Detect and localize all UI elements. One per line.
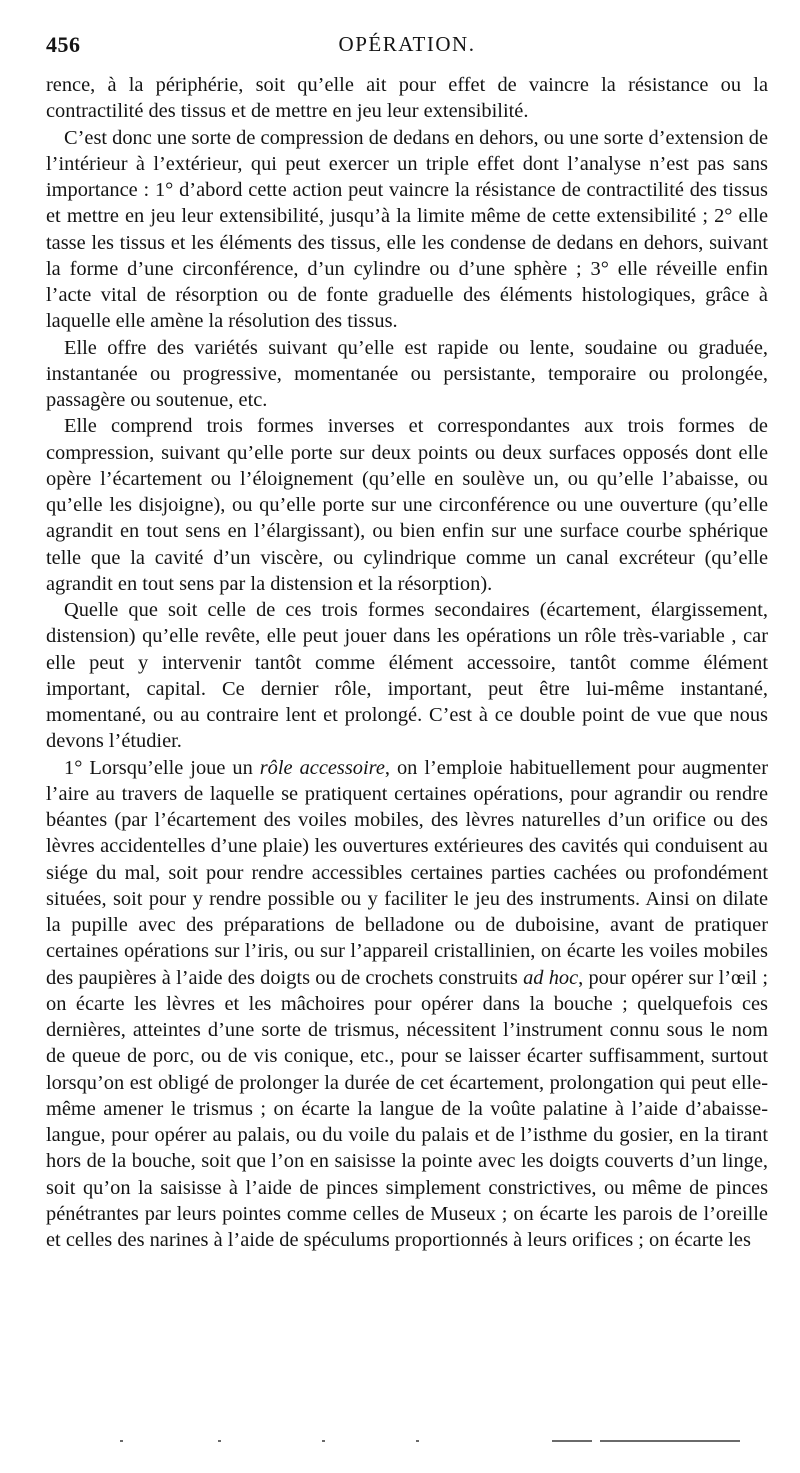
- text-segment: , on l’emploie habituellement pour augmenter l’aire au travers de laquelle se pratiquent certaines opérations, pour agrandir ou rendre béantes (par l’écartement des voiles mobiles, des lèvres naturelles d’un orifice ou des lèvres accidentelles d’une plaie) les ouvertures extérieures des cavités qui conduisent au siége du mal, soit pour rendre accessibles certaines parties cachées ou profondément situées, soit pour y rendre possible ou y faciliter le jeu des instruments. Ainsi on dilate la pupille avec des préparations de belladone ou de duboisine, avant de pratiquer certaines opérations sur l’iris, ou sur l’appareil cristallinien, on écarte les voiles mobiles des paupières à l’aide des doigts ou de crochets construits: [46, 756, 769, 989]
- paragraph-2: [46, 125, 768, 335]
- text-segment: Quelle que soit celle de ces trois formes secondaires (écartement, élargissement, distension) qu’elle revête, elle peut jouer dans les opérations un rôle très-variable , car elle peut y intervenir tantôt comme élément accessoire, tantôt comme élément important, capital. Ce dernier rôle, important, peut être lui-même instantané, momentané, ou au contraire lent et prolongé. C’est à ce double point de vue que nous devons l’étudier.: [46, 599, 768, 753]
- paragraph-6: [46, 755, 768, 1254]
- text-segment: , pour opérer sur l’œil ; on écarte les lèvres et les mâchoires pour opérer dans la bouche ; quelquefois ces dernières, atteintes d’une sorte de trismus, nécessitent l’instrument connu sous le nom de queue de porc, ou de vis conique, etc., pour se laisser écarter suffisamment, surtout lorsqu’on est obligé de prolonger la durée de cet écartement, prolongation qui peut elle-même amener le trismus ; on écarte la langue de la voûte palatine à l’aide d’abaisse-langue, pour opérer au palais, ou du voile du palais et de l’isthme du gosier, en la tirant hors de la bouche, soit que l’on en saisisse la pointe avec les doigts couverts d’un linge, soit qu’on la saisisse à l’aide de pinces simplement constrictives, ou même de pinces pénétrantes par leurs pointes comme celles de Museux ; on écarte les parois de l’oreille et celles des narines à l’aide de spéculums proportionnés à leurs orifices ; on écarte les: [46, 966, 768, 1251]
- text-segment: 1° Lorsqu’elle joue un: [64, 756, 260, 779]
- page-number: 456: [46, 32, 81, 57]
- page-header: [46, 32, 768, 62]
- italic-text: rôle accessoire: [259, 756, 385, 779]
- paragraph-1: [46, 72, 768, 125]
- paragraph-4: [46, 413, 768, 597]
- italic-text: ad hoc: [523, 966, 579, 989]
- text-segment: Elle offre des variétés suivant qu’elle est rapide ou lente, soudaine ou graduée, instantanée ou progressive, momentanée ou persistante, temporaire ou prolongée, passagère ou soutenue, etc.: [46, 336, 768, 411]
- running-title: OPÉRATION.: [338, 32, 476, 56]
- text-segment: rence, à la périphérie, soit qu’elle ait pour effet de vaincre la résistance ou la contractilité des tissus et de mettre en jeu leur extensibilité.: [46, 74, 768, 123]
- paragraph-3: [46, 335, 768, 414]
- page-bottom-speckles: [120, 1440, 760, 1446]
- text-segment: Elle comprend trois formes inverses et correspondantes aux trois formes de compression, suivant qu’elle porte sur deux points ou deux surfaces opposés dont elle opère l’écartement ou l’éloignement (qu’elle en soulève un, ou qu’elle l’abaisse, ou qu’elle les disjoigne), ou qu’elle porte sur une circonférence ou une ouverture (qu’elle agrandit en tout sens en l’élargissant), ou bien enfin sur une surface courbe sphérique telle que la cavité d’un viscère, ou cylindrique comme un canal excréteur (qu’elle agrandit en tout sens par la distension et la résorption).: [46, 415, 768, 595]
- body-text: [46, 72, 768, 1253]
- text-segment: C’est donc une sorte de compression de dedans en dehors, ou une sorte d’extension de l’intérieur à l’extérieur, qui peut exercer un triple effet dont l’analyse n’est pas sans importance : 1° d’abord cette action peut vaincre la résistance de contractilité des tissus et mettre en jeu leur extensibilité, jusqu’à la limite même de cette extensibilité ; 2° elle tasse les tissus et les éléments des tissus, elle les condense de dedans en dehors, suivant la forme d’une circonférence, d’un cylindre ou d’une sphère ; 3° elle réveille enfin l’acte vital de résorption ou de fonte graduelle des éléments histologiques, grâce à laquelle elle amène la résolution des tissus.: [46, 126, 768, 333]
- paragraph-5: [46, 597, 768, 755]
